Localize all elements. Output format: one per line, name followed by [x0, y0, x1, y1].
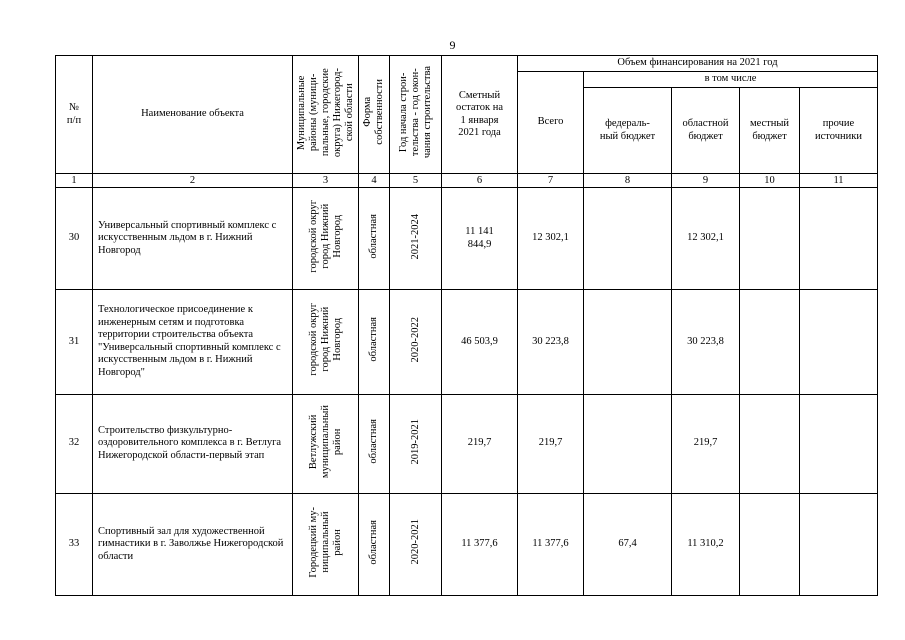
row-regional: 11 310,2	[672, 493, 740, 595]
row-total: 11 377,6	[518, 493, 584, 595]
row-num: 33	[56, 493, 93, 595]
row-balance: 46 503,9	[442, 290, 518, 394]
column-number: 10	[740, 174, 800, 188]
row-ownership: областная	[359, 394, 390, 493]
row-ownership: областная	[359, 493, 390, 595]
page-number: 9	[449, 38, 456, 52]
header-ownership: Форма собственности	[359, 56, 390, 174]
row-regional: 219,7	[672, 394, 740, 493]
column-number: 3	[293, 174, 359, 188]
column-number: 1	[56, 174, 93, 188]
row-balance: 219,7	[442, 394, 518, 493]
header-federal: федераль- ный бюджет	[584, 88, 672, 174]
row-total: 12 302,1	[518, 188, 584, 290]
row-regional: 30 223,8	[672, 290, 740, 394]
column-number: 9	[672, 174, 740, 188]
header-years: Год начала строи- тельства - год окон- чания строительства	[390, 56, 442, 174]
header-total: Всего	[518, 72, 584, 174]
row-years: 2019-2021	[390, 394, 442, 493]
row-federal	[584, 188, 672, 290]
row-ownership: областная	[359, 188, 390, 290]
table-row	[56, 493, 878, 595]
table-row	[56, 290, 878, 394]
row-total: 219,7	[518, 394, 584, 493]
row-years: 2021-2024	[390, 188, 442, 290]
row-object-name: Спортивный зал для художественной гимнастики в г. Заволжье Нижегородской области	[93, 493, 293, 595]
header-num: № п/п	[56, 56, 93, 174]
row-num: 30	[56, 188, 93, 290]
column-numbers-row	[56, 174, 878, 188]
header-name: Наименование объекта	[93, 56, 293, 174]
row-district: Городецкий му- ниципальный район	[293, 493, 359, 595]
column-number: 7	[518, 174, 584, 188]
row-total: 30 223,8	[518, 290, 584, 394]
row-object-name: Технологическое присоединение к инженерным сетям и подготовка территории строительства объекта "Универсальный спортивный комплекс с искусственным льдом в г. Нижний Новгород"	[93, 290, 293, 394]
row-object-name: Универсальный спортивный комплекс с искусственным льдом в г. Нижний Новгород	[93, 188, 293, 290]
row-local	[740, 290, 800, 394]
table-row	[56, 188, 878, 290]
row-num: 31	[56, 290, 93, 394]
row-other	[800, 290, 878, 394]
row-balance: 11 377,6	[442, 493, 518, 595]
header-funding-group: Объем финансирования на 2021 год	[518, 56, 878, 72]
row-other	[800, 394, 878, 493]
row-ownership: областная	[359, 290, 390, 394]
row-balance: 11 141 844,9	[442, 188, 518, 290]
column-number: 5	[390, 174, 442, 188]
header-balance: Сметный остаток на 1 января 2021 года	[442, 56, 518, 174]
header-district: Муниципальные районы (муници- пальные, городские округа) Нижегород- ской области	[293, 56, 359, 174]
row-regional: 12 302,1	[672, 188, 740, 290]
row-object-name: Строительство физкультурно-оздоровительного комплекса в г. Ветлуга Нижегородской области-первый этап	[93, 394, 293, 493]
row-years: 2020-2022	[390, 290, 442, 394]
row-other	[800, 188, 878, 290]
row-district: городской округ город Нижний Новгород	[293, 290, 359, 394]
row-local	[740, 493, 800, 595]
column-number: 2	[93, 174, 293, 188]
financing-table	[55, 55, 878, 596]
table-row	[56, 394, 878, 493]
row-other	[800, 493, 878, 595]
column-number: 11	[800, 174, 878, 188]
column-number: 4	[359, 174, 390, 188]
row-local	[740, 188, 800, 290]
header-other: прочие источники	[800, 88, 878, 174]
row-num: 32	[56, 394, 93, 493]
row-federal	[584, 394, 672, 493]
header-including: в том числе	[584, 72, 878, 88]
row-district: Ветлужский муниципальный район	[293, 394, 359, 493]
row-federal: 67,4	[584, 493, 672, 595]
row-district: городской округ город Нижний Новгород	[293, 188, 359, 290]
row-local	[740, 394, 800, 493]
row-years: 2020-2021	[390, 493, 442, 595]
header-regional: областной бюджет	[672, 88, 740, 174]
column-number: 8	[584, 174, 672, 188]
row-federal	[584, 290, 672, 394]
column-number: 6	[442, 174, 518, 188]
header-local: местный бюджет	[740, 88, 800, 174]
